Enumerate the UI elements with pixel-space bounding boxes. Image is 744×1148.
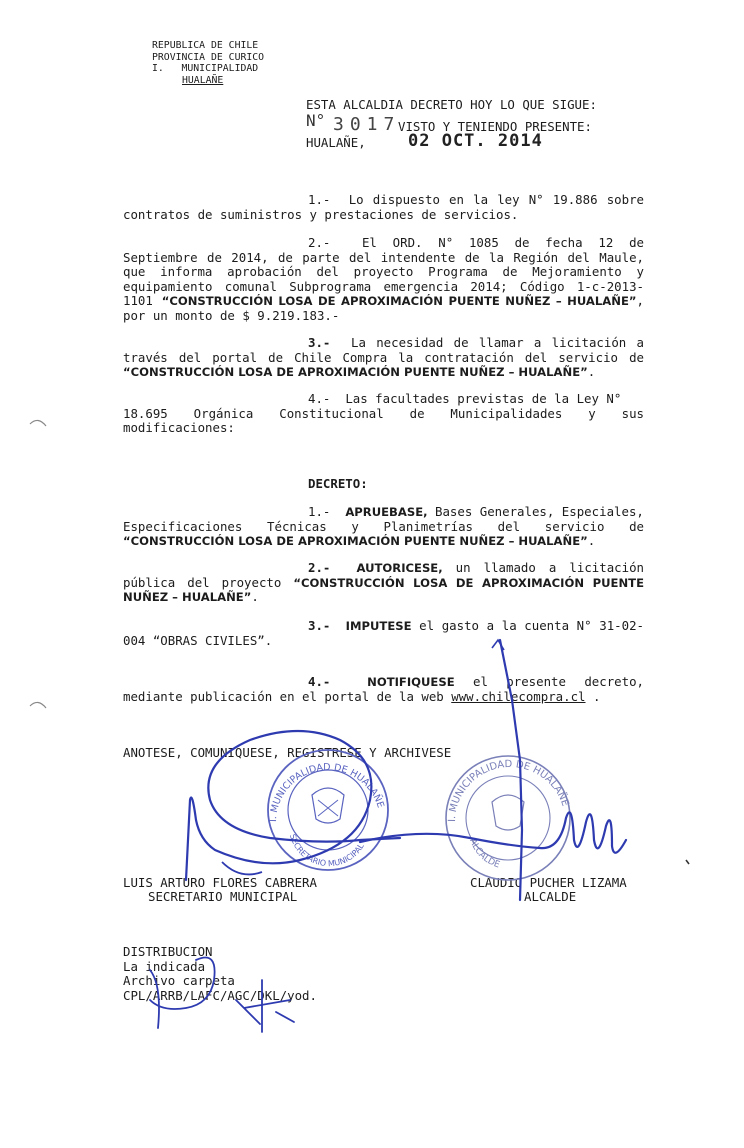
initials-signature-icon bbox=[150, 958, 294, 1033]
distribution-line-2: Archivo carpeta bbox=[123, 973, 235, 989]
chilecompra-link[interactable]: www.chilecompra.cl bbox=[451, 688, 586, 704]
decreto-heading: DECRETO: bbox=[308, 476, 368, 491]
decreto-1-project: “CONSTRUCCIÓN LOSA DE APROXIMACIÓN PUENTE NUÑEZ – HUALAÑE” bbox=[123, 534, 588, 549]
decreto-1-text-a: Bases Generales, Especiales, bbox=[427, 504, 644, 519]
date-stamp: 02 OCT. 2014 bbox=[408, 131, 543, 151]
considerando-2-amount: , por un monto de $ 9.219.183.- bbox=[123, 293, 644, 323]
closing-formula: ANOTESE, COMUNIQUESE, REGISTRESE Y ARCHIVESE bbox=[123, 745, 452, 760]
considerando-2-text: El ORD. N° 1085 de fecha 12 de Septiembre de 2014, de parte del intendente de la Región del Maule, que informa aprobación del proyecto Programa de Mejoramiento y equipamiento comunal Subprograma emergencia 2014; Código 1-c-2013-1101 bbox=[123, 235, 644, 309]
considerando-3-project: “CONSTRUCCIÓN LOSA DE APROXIMACIÓN PUENTE NUÑEZ – HUALAÑE” bbox=[123, 365, 588, 380]
letterhead-municipality: I. MUNICIPALIDAD bbox=[152, 63, 259, 74]
decreto-2-project: “CONSTRUCCIÓN LOSA DE APROXIMACIÓN PUENTE NUÑEZ – HUALAÑE” bbox=[123, 575, 644, 605]
considerando-4-num: 4.- bbox=[308, 391, 331, 406]
decreto-2-text-a: un llamado a licitación pública del proyecto bbox=[123, 560, 644, 590]
decree-intro: ESTA ALCALDIA DECRETO HOY LO QUE SIGUE: bbox=[306, 97, 597, 112]
secretary-stamp-outer-text: I. MUNICIPALIDAD DE HUALAÑE bbox=[267, 761, 386, 823]
considerando-1-num: 1.- bbox=[308, 192, 331, 207]
decreto-2-end: . bbox=[251, 589, 259, 605]
considerando-2-project: “CONSTRUCCIÓN LOSA DE APROXIMACIÓN PUENTE NUÑEZ – HUALAÑE” bbox=[161, 294, 637, 309]
decreto-4-num: 4.- bbox=[308, 674, 331, 689]
considerando-3-num: 3.- bbox=[308, 335, 331, 350]
decreto-1-end: . bbox=[587, 533, 596, 549]
distribution-line-1: La indicada bbox=[123, 958, 206, 974]
decreto-1-num: 1.- bbox=[308, 504, 331, 519]
secretary-stamp-inner-text: SECRETARIO MUNICIPAL bbox=[287, 833, 366, 869]
considerando-3-text: La necesidad de llamar a licitación a través del portal de Chile Compra la contratación del servicio de bbox=[123, 335, 645, 365]
considerando-4-text-c: modificaciones: bbox=[123, 420, 235, 436]
visto-heading: VISTO Y TENIENDO PRESENTE: bbox=[398, 119, 592, 134]
decreto-4-text-a: el presente decreto, mediante publicación en el portal de la web bbox=[123, 674, 645, 704]
letterhead-country: REPUBLICA DE CHILE bbox=[152, 40, 259, 51]
considerando-1-text: Lo dispuesto en la ley N° 19.886 sobre contratos de suministros y prestaciones de servicios. bbox=[123, 192, 644, 222]
decreto-3-text-a: el gasto a la cuenta N° 31-02-004 “OBRAS CIVILES”. bbox=[123, 618, 644, 648]
secretary-name: LUIS ARTURO FLORES CABRERA bbox=[123, 875, 317, 890]
decreto-3-num: 3.- bbox=[308, 618, 331, 633]
mayor-title: ALCALDE bbox=[524, 889, 577, 904]
letterhead-province: PROVINCIA DE CURICO bbox=[152, 51, 265, 63]
considerando-4-text-b: 18.695 Orgánica Constitucional de Municipalidades y sus bbox=[123, 405, 644, 421]
punch-hole-bottom-icon bbox=[30, 702, 46, 708]
mayor-stamp-inner-text: ALCALDE bbox=[467, 837, 501, 871]
considerando-4-text-a: Las facultades previstas de la Ley N° bbox=[345, 391, 622, 406]
considerando-2-num: 2.- bbox=[308, 235, 331, 250]
decreto-4-keyword: NOTIFIQUESE bbox=[367, 675, 455, 689]
letterhead-commune: HUALAÑE bbox=[182, 74, 224, 86]
mayor-name: CLAUDIO PUCHER LIZAMA bbox=[470, 875, 627, 890]
decreto-3-keyword: IMPUTESE bbox=[345, 619, 412, 633]
decree-number-label: N° bbox=[306, 111, 326, 130]
decreto-4-end: . bbox=[585, 688, 601, 704]
decreto-2-keyword: AUTORICESE, bbox=[356, 561, 443, 575]
mayor-stamp-outer-text: I. MUNICIPALIDAD DE HUALAÑE bbox=[446, 758, 571, 823]
distribution-heading: DISTRIBUCION bbox=[123, 944, 213, 959]
decree-place: HUALAÑE, bbox=[306, 135, 366, 150]
decree-number-stamp: 3017 bbox=[333, 114, 401, 135]
considerando-3-end: . bbox=[587, 364, 596, 380]
decreto-1-text-b: Especificaciones Técnicas y Planimetrías del servicio de bbox=[123, 518, 644, 534]
secretary-title: SECRETARIO MUNICIPAL bbox=[148, 889, 298, 904]
decreto-2-num: 2.- bbox=[308, 560, 331, 575]
distribution-line-3: CPL/ARRB/LAFC/AGC/DKL/yod. bbox=[123, 987, 317, 1003]
decreto-1-keyword: APRUEBASE, bbox=[345, 505, 428, 519]
secretary-stamp-icon bbox=[268, 750, 388, 870]
punch-hole-top-icon bbox=[30, 420, 46, 426]
mayor-stamp-icon bbox=[446, 756, 570, 880]
